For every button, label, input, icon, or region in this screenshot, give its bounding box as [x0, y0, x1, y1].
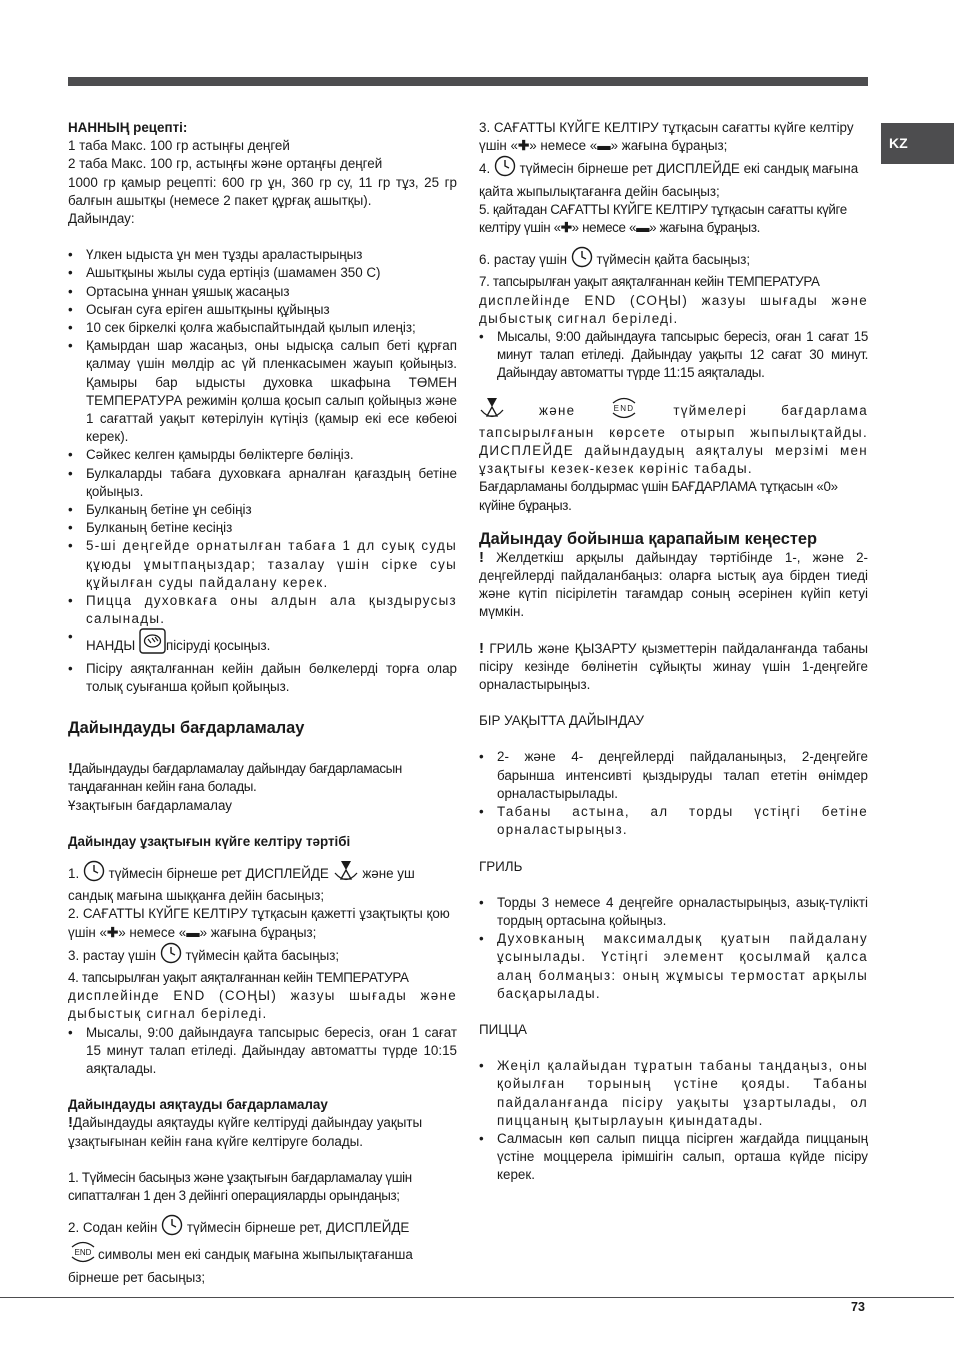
nan-label: НАНДЫ [86, 638, 136, 654]
list-item: • Осыған суға еріген ашытқыны құйыңыз [68, 301, 457, 319]
list-item: • Духовканың максималдық қуатын пайдалану ұсынылады. Үстіңгі элемент қосылмай қалса алаң болмаңыз: оның жұмысы термостат арқылы басқарылады. [479, 930, 868, 1003]
left-column: НАННЫҢ рецепті: 1 таба Макс. 100 гр астыңғы деңгей 2 таба Макс. 100 гр, астыңғы және ортаңғы деңгей 1000 гр қамыр рецепті: 600 гр ұн, 360 гр су, 11 гр тұз, 25 гр балғын ашытқы (немесе 2 пакет құрғақ ашытқы). Дайындау: • Үлкен ыдыста ұн мен тұзды араластырыңыз • Ашытқыны жылы суда ертіңіз (шамамен 350 С) • Ортасына ұннан ұяшық жасаңыз • Осыған суға еріген ашытқыны құйыңыз • 10 сек біркелкі қолға жабыспайтындай қылып илеңіз; • Қамырдан шар жасаңыз, оны ыдысқа салып беті құрғап қалмау үшін мөлдір ас үй пленкасымен жауып қойыңыз. Қамыры бар ыдысты духовка шкафына ТӨМЕН ТЕМПЕРАТУРА режимін қолша қосып салып қойыңыз және 1 сағаттай уақыт көтерілуін күтіңіз (қамыр екі есе көбеюі керек). • Сәйкес келген қамырды бөліктерге бөліңіз. • Булкаларды табаға духовкаға арналған қағаздың бетіне қойыңыз. • Булканың бетіне ұн себіңіз • Булканың бетіне кесіңіз • 5-ші деңгейде орнатылған табаға 1 дл суық суды құюды ұмытпаңыздар; тазалау үшін сірке суы құйылған суды пайдалану керек. • Пицца духовкаға оны алдын ала қыздырусыз салынады. • НАНДЫ пісіруді қосыңыз. • Пісіру аяқталғаннан кейін дайын бөлкелерді торға олар толық суығанша қойып қойыңыз. Дайындауды бағдарламалау !Дайындауды бағдарламалау дайындау бағдарламасын таңдағаннан кейін ғана болады. Ұзақтығын бағдарламалау Дайындау ұзақтығын күйге келтіру тәртібі 1. түймесін бірнеше рет ДИСПЛЕЙДЕ және уш сандық мағына шыққанға дейін басыңыз; 2. САҒАТТЫ КҮЙГЕ КЕЛТІРУ тұтқасын қажетті ұзақтықты қою үшін «✚» немесе «▬» жағына бұраңыз; 3. растау үшін түймесін қайта басыңыз; 4. тапсырылған уақыт аяқталғаннан кейін ТЕМПЕРАТУРА дисплейінде END (СОҢЫ) жазуы шығады және дыбыстық сигнал беріледі. • Мысалы, 9:00 дайындауға тапсырыс бересіз, оған 1 сағат 15 минут талап етіледі. Дайындау автоматты түрде 10:15 аяқталады. Дайындауды аяқтауды бағдарламалау !Дайындауды аяқтауды күйге келтіруді дайындау уақыты ұзақтығынан кейін ғана күйге келтіруге болады. 1. Түймесін басыңыз және ұзақтығын бағдарламалау үшін сипатталған 1 ден 3 дейінгі операцияларды орындаңыз; 2. Содан кейін түймесін бірнеше рет, ДИСПЛЕЙДЕ END символы мен екі сандық мағына жыпылықтағанша бірнеше рет басыңыз; [68, 119, 457, 1287]
warning-mark: ! [479, 639, 484, 657]
plus-icon: ✚ [560, 220, 572, 236]
list-item: • Ортасына ұннан ұяшық жасаңыз [68, 283, 457, 301]
plus-icon: ✚ [106, 924, 119, 940]
list-item: • Мысалы, 9:00 дайындауға тапсырыс бересіз, оған 1 сағат 15 минут талап етіледі. Дайындау уақыты 12 сағат 30 минут. Дайындау автоматты түрде 11:15 аяқталады. [479, 328, 868, 383]
plus-icon: ✚ [517, 138, 530, 154]
warning-mark: ! [479, 548, 484, 566]
list-item: • Мысалы, 9:00 дайындауға тапсырыс бересіз, оған 1 сағат 15 минут талап етіледі. Дайындау автоматты түрде 10:15 аяқталады. [68, 1024, 457, 1079]
list-item: • НАНДЫ пісіруді қосыңыз. [68, 628, 457, 659]
list-item: • Табаны астына, ал торды үстіңгі бетіне орналастырыңыз. [479, 803, 868, 839]
header-rule [68, 77, 868, 86]
list-item: • Булканың бетіне ұн себіңіз [68, 501, 457, 519]
list-item: • Қамырдан шар жасаңыз, оны ыдысқа салып беті құрғап қалмау үшін мөлдір ас үй пленкасымен жауып қойыңыз. Қамыры бар ыдысты духовка шкафына ТӨМЕН ТЕМПЕРАТУРА режимін қолша қосып салып қойыңыз және 1 сағаттай уақыт көтерілуін күтіңіз (қамыр екі есе көбеюі керек). [68, 337, 457, 446]
hourglass-icon [479, 397, 505, 424]
svg-text:END: END [74, 1248, 92, 1258]
subsection-simultaneous: БІР УАҚЫТТА ДАЙЫНДАУ [479, 713, 644, 729]
clock-icon [83, 860, 105, 887]
svg-text:END: END [613, 403, 635, 413]
list-item: • Булканың бетіне кесіңіз [68, 519, 457, 537]
recipe-line: 2 таба Макс. 100 гр, астыңғы және ортаңғы деңгей [68, 156, 383, 172]
list-item: • 10 сек біркелкі қолға жабыспайтындай қылып илеңіз; [68, 319, 457, 337]
section-heading-programming: Дайындауды бағдарламалау [68, 719, 305, 738]
section-heading-tips: Дайындау бойынша қарапайым кеңестер [479, 529, 818, 548]
duration-line: Ұзақтығын бағдарламалау [68, 797, 232, 813]
clock-icon [494, 155, 516, 182]
prog-note: Дайындауды бағдарламалау дайындау бағдарламасын таңдағаннан кейін ғана болады. [68, 761, 402, 795]
list-item: • Пісіру аяқталғаннан кейін дайын бөлкелерді торға олар толық суығанша қойып қойыңыз. [68, 660, 457, 696]
list-item: • Пицца духовкаға оны алдын ала қыздырусыз салынады. [68, 592, 457, 628]
end-icon [609, 397, 639, 424]
subsection-pizza: ПИЦЦА [479, 1021, 527, 1037]
language-tab: KZ [881, 123, 954, 164]
recipe-line: 1000 гр қамыр рецепті: 600 гр ұн, 360 гр су, 11 гр тұз, 25 гр балғын ашытқы (немесе 2 пакет құрғақ ашытқы). [68, 174, 457, 208]
recipe-line: Дайындау: [68, 211, 135, 227]
hourglass-icon [333, 860, 359, 887]
warning-mark: ! [68, 1114, 73, 1132]
end-icon [68, 1241, 98, 1268]
recipe-title: НАННЫҢ рецепті: [68, 120, 188, 135]
clock-icon [161, 1214, 183, 1241]
list-item: • Торды 3 немесе 4 деңгейге орналастырыңыз, азық-түлікті тордың ортасына қойыңыз. [479, 894, 868, 930]
clock-icon [571, 246, 593, 273]
list-item: • Сәйкес келген қамырды бөліктерге бөліңіз. [68, 446, 457, 464]
recipe-steps [68, 246, 457, 696]
clock-icon [160, 942, 182, 969]
list-item: • Булкаларды табаға духовкаға арналған қағаздың бетіне қойыңыз. [68, 465, 457, 501]
minus-icon: ▬ [186, 924, 200, 940]
warning-mark: ! [68, 760, 73, 778]
list-item: • 5-ші деңгейде орнатылған табаға 1 дл суық суды құюды ұмытпаңыздар; тазалау үшін сірке суы құйылған суды пайдалану керек. [68, 537, 457, 592]
list-item: • Үлкен ыдыста ұн мен тұзды араластырыңыз [68, 246, 457, 264]
minus-icon: ▬ [636, 220, 650, 236]
duration-heading: Дайындау ұзақтығын күйге келтіру тәртібі [68, 833, 351, 849]
subsection-grill: ГРИЛЬ [479, 858, 523, 874]
end-heading: Дайындауды аяқтауды бағдарламалау [68, 1097, 328, 1113]
recipe-line: 1 таба Макс. 100 гр астыңғы деңгей [68, 138, 290, 154]
right-column: 3. САҒАТТЫ КҮЙГЕ КЕЛТІРУ тұтқасын сағатты күйге келтіру үшін «✚» немесе «▬» жағына бұраңыз; 4. түймесін бірнеше рет ДИСПЛЕЙДЕ екі сандық мағына қайта жыпылықтағанға дейін басыңыз; 5. қайтадан САҒАТТЫ КҮЙГЕ КЕЛТІРУ тұтқасын сағатты күйге келтіру үшін «✚» немесе «▬» жағына бұраңыз. 6. растау үшін түймесін қайта басыңыз; 7. тапсырылған уақыт аяқталғаннан кейін ТЕМПЕРАТУРА дисплейінде END (СОҢЫ) жазуы шығады және дыбыстық сигнал беріледі. • Мысалы, 9:00 дайындауға тапсырыс бересіз, оған 1 сағат 15 минут талап етіледі. Дайындау уақыты 12 сағат 30 минут. Дайындау автоматты түрде 11:15 аяқталады. және END түймелері бағдарлама тапсырылғанын көрсете отырып жыпылықтайды. ДИСПЛЕЙДЕ дайындаудың аяқталуы мерзімі мен ұзақтығы кезек-кезек көрініс табады. Бағдарламаны болдырмас үшін БАҒДАРЛАМА тұтқасын «0» күйіне бұраңыз. Дайындау бойынша қарапайым кеңестер ! Желдеткіш арқылы дайындау тәртібінде 1-, және 2-деңгейлерді пайдаланбаңыз: оларға ыстық ауа бірден тиеді және күтіп пісірілетін тағамдар соның әсерінен күйіп кетуі мүмкін. ! ГРИЛЬ және ҚЫЗАРТУ қызметтерін пайдаланғанда табаны пісіру кезінде бөлінетін сұйықты жинау үшін 1-деңгейге орналастырыңыз. БІР УАҚЫТТА ДАЙЫНДАУ • 2- және 4- деңгейлерді пайдаланыңыз, 2-деңгейге барынша интенсивті қыздыруды талап ететін өнімдер орналастырылады. • Табаны астына, ал торды үстіңгі бетіне орналастырыңыз. ГРИЛЬ • Торды 3 немесе 4 деңгейге орналастырыңыз, азық-түлікті тордың ортасына қойыңыз. • Духовканың максималдық қуатын пайдалану ұсынылады. Үстіңгі элемент қосылмай қалса алаң болмаңыз: оның жұмысы термостат арқылы басқарылады. ПИЦЦА • Жеңіл қалайыдан тұратын табаны таңдаңыз, оны қойылған торының үстіне қояды. Табаны пайдаланғанда пісіру уақыты ұзартылады, ол пиццаның қытырлауын қиындатады. • Салмасын көп салып пицца пісірген жағдайда пиццаның үстіне моццерела ірімшігін салып, орташа күйде пісіру керек. [479, 119, 868, 1185]
bread-mode-icon [139, 628, 166, 659]
list-item: • 2- және 4- деңгейлерді пайдаланыңыз, 2-деңгейге барынша интенсивті қыздыруды талап ететін өнімдер орналастырылады. [479, 748, 868, 803]
minus-icon: ▬ [597, 138, 611, 154]
page-number: 73 [851, 1300, 865, 1314]
list-item: • Салмасын көп салып пицца пісірген жағдайда пиццаның үстіне моццерела ірімшігін салып, орташа күйде пісіру керек. [479, 1130, 868, 1185]
list-item: • Жеңіл қалайыдан тұратын табаны таңдаңыз, оны қойылған торының үстіне қояды. Табаны пайдаланғанда пісіру уақыты ұзартылады, ол пиццаның қытырлауын қиындатады. [479, 1057, 868, 1130]
list-item: • Ашытқыны жылы суда ертіңіз (шамамен 350 С) [68, 264, 457, 282]
footer-rule [0, 1297, 954, 1298]
